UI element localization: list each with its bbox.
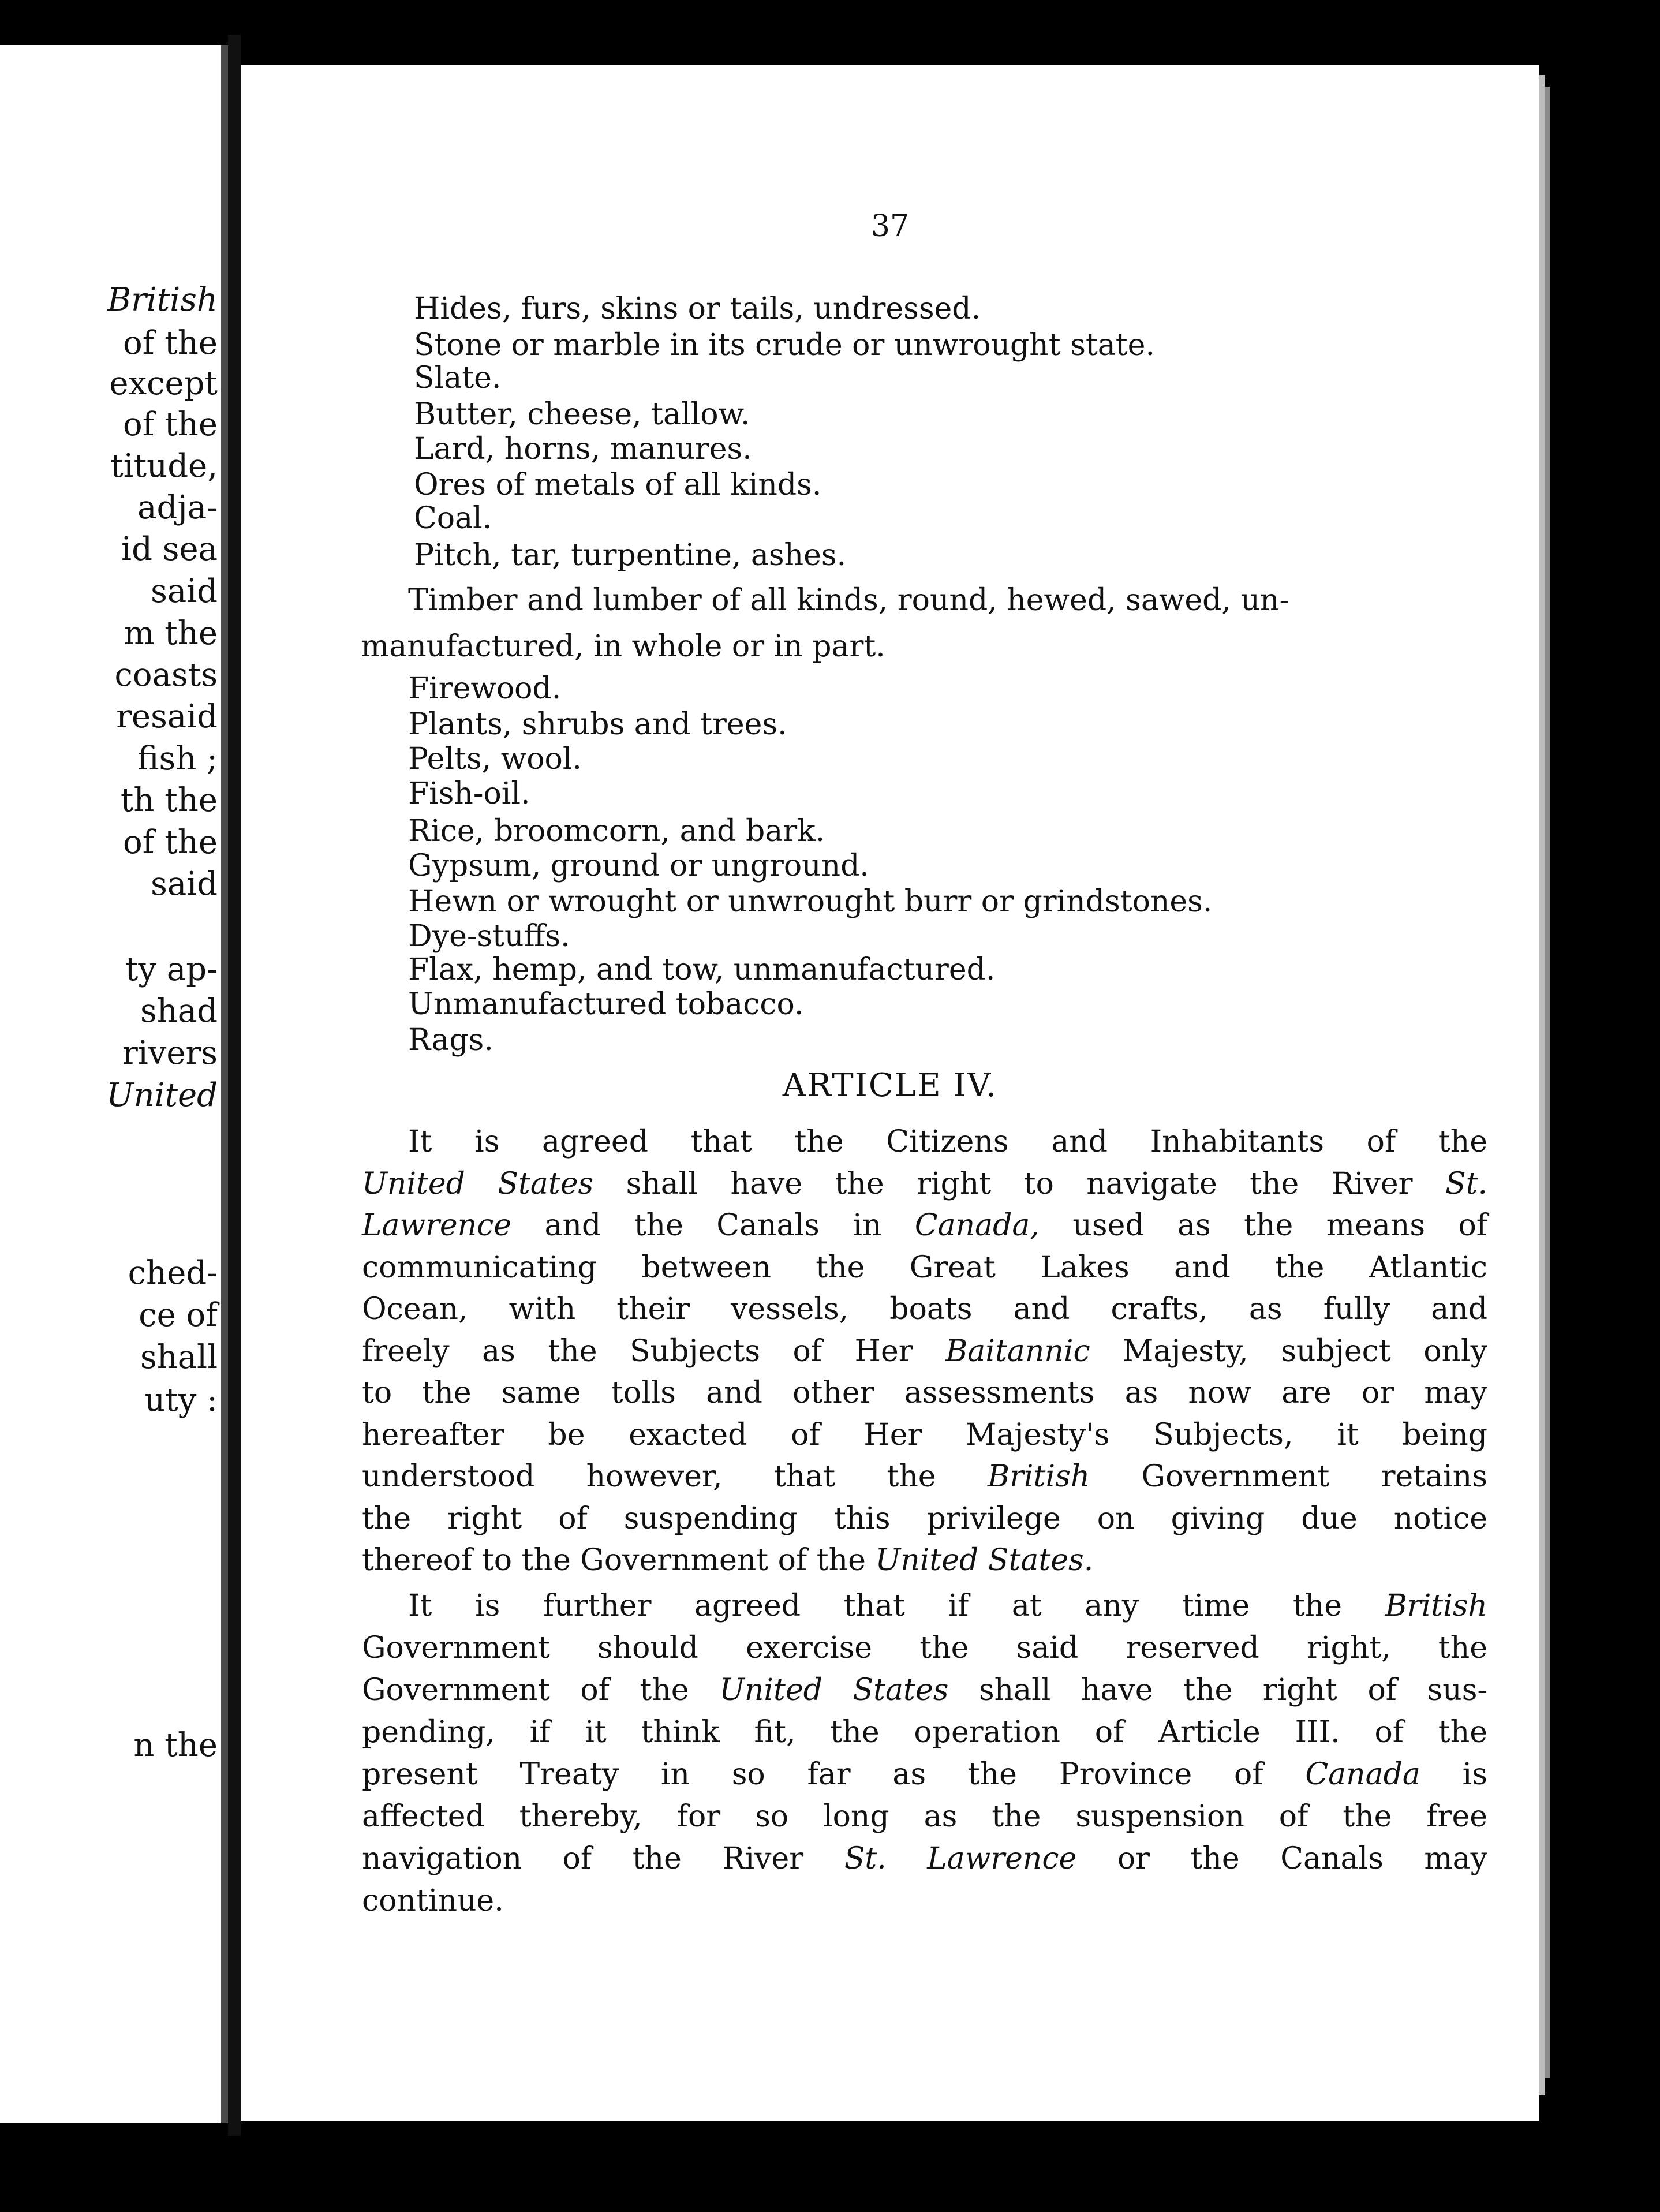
text-run: Ocean, with their vessels, boats and crafts, as fully and (362, 1292, 1487, 1327)
text-run: Majesty, subject only (1090, 1333, 1488, 1369)
text-run: the right of suspending this privilege on giving due notice (362, 1501, 1487, 1536)
goods-list-item: Fish-oil. (408, 776, 530, 811)
goods-list-item: Slate. (414, 361, 502, 395)
italic-run: British (1385, 1589, 1487, 1623)
goods-list-item: Unmanufactured tobacco. (408, 987, 804, 1022)
text-run: understood however, that the (362, 1459, 988, 1494)
goods-list-item: Plants, shrubs and trees. (408, 707, 787, 742)
left-page-fragment: m the (124, 615, 218, 652)
goods-list-item: Lard, horns, manures. (414, 432, 752, 466)
left-page-fragment: coasts (114, 656, 218, 694)
italic-run: St. (1445, 1166, 1488, 1201)
italic-run: Canada, (914, 1208, 1040, 1243)
goods-list-item: Butter, cheese, tallow. (414, 397, 750, 432)
goods-list-item: Pelts, wool. (408, 742, 582, 776)
text-run: thereof to the Government of the (362, 1543, 876, 1578)
paragraph-line (362, 1757, 1487, 1792)
paragraph-line (362, 1673, 1487, 1707)
text-run: or the Canals may (1076, 1841, 1488, 1876)
left-page-fragment: shad (140, 992, 218, 1030)
text-run: Government of the (362, 1673, 720, 1707)
italic-run: United States (362, 1166, 594, 1201)
left-page-fragment: th the (120, 782, 218, 819)
text-run: navigation of the River (362, 1841, 844, 1876)
italic-run: Lawrence (362, 1208, 512, 1243)
left-page-fragment: titude, (110, 447, 218, 485)
page-edge (1539, 75, 1545, 2095)
paragraph-line (362, 1250, 1487, 1285)
page-number: 37 (870, 209, 910, 244)
paragraph-line (362, 1631, 1487, 1665)
paragraph-line (408, 1589, 1487, 1623)
paragraph-line (362, 1715, 1487, 1750)
italic-run: British (987, 1459, 1090, 1494)
goods-list-item: Pitch, tar, turpentine, ashes. (414, 538, 847, 573)
text-run: freely as the Subjects of Her (362, 1333, 946, 1369)
text-run: Government should exercise the said reserved right, the (362, 1631, 1487, 1665)
left-page-fragment: resaid (116, 698, 218, 735)
goods-list-item: Flax, hemp, and tow, unmanufactured. (408, 952, 996, 987)
italic-run: United States. (875, 1543, 1094, 1578)
text-run: and the Canals in (511, 1208, 915, 1243)
text-run: It is further agreed that if at any time the (408, 1589, 1385, 1623)
left-facing-page (0, 45, 228, 2123)
text-run: used as the means of (1039, 1208, 1487, 1243)
italic-run: St. Lawrence (844, 1841, 1077, 1876)
paragraph-line (362, 1501, 1487, 1536)
paragraph-line (362, 1334, 1487, 1369)
left-page-fragment: id sea (121, 530, 218, 568)
goods-list-item: Rice, broomcorn, and bark. (408, 814, 825, 849)
goods-list-item: Dye-stuffs. (408, 919, 570, 954)
paragraph-line (362, 1167, 1487, 1201)
left-page-fragment: said (151, 573, 218, 610)
page-edge-shadow (1545, 87, 1550, 2078)
paragraph-line (362, 1418, 1487, 1452)
paragraph-line (362, 1799, 1487, 1834)
left-page-fragment: fish ; (137, 740, 218, 778)
left-page-fragment: shall (140, 1339, 218, 1376)
text-run: to the same tolls and other assessments as now are or may (362, 1376, 1487, 1410)
text-run: It is agreed that the Citizens and Inhabitants of the (408, 1124, 1487, 1159)
goods-list-item: Coal. (414, 501, 492, 536)
text-run: affected thereby, for so long as the suspension of the free (362, 1799, 1487, 1834)
goods-list-item: Hides, furs, skins or tails, undressed. (414, 292, 981, 326)
left-page-fragment: British (107, 281, 218, 319)
paragraph-line (362, 1208, 1487, 1243)
left-page-fragment: of the (123, 406, 218, 443)
paragraph-line (362, 1376, 1487, 1410)
paragraph-line (408, 1124, 1487, 1159)
paragraph-line (362, 1459, 1487, 1494)
book-gutter (228, 35, 241, 2136)
left-page-fragment: rivers (122, 1034, 218, 1072)
spine-shadow (221, 45, 228, 2123)
italic-run: Baitannic (945, 1333, 1090, 1369)
left-page-fragment: of the (123, 324, 218, 362)
goods-list-item: Ores of metals of all kinds. (414, 468, 822, 502)
text-run: hereafter be exacted of Her Majesty's Subjects, it being (362, 1417, 1487, 1452)
text-run: shall have the right of sus- (948, 1673, 1487, 1707)
timber-paragraph-line: Timber and lumber of all kinds, round, hewed, sawed, un- (408, 583, 1290, 618)
left-page-fragment: United (106, 1077, 218, 1114)
text-run: communicating between the Great Lakes and the Atlantic (362, 1250, 1487, 1285)
text-run: Government retains (1090, 1459, 1487, 1494)
left-page-fragment: of the (123, 824, 218, 861)
goods-list-item: Firewood. (408, 671, 562, 706)
left-page-fragment: n the (133, 1727, 218, 1764)
text-run: present Treaty in so far as the Province of (362, 1757, 1306, 1792)
text-run: continue. (362, 1884, 504, 1918)
text-run: shall have the right to navigate the River (593, 1166, 1445, 1201)
goods-list-item: Rags. (408, 1023, 493, 1058)
paragraph-line (362, 1543, 1487, 1578)
article-heading: ARTICLE IV. (782, 1067, 998, 1104)
timber-paragraph-line: manufactured, in whole or in part. (361, 629, 885, 664)
left-page-fragment: except (109, 365, 218, 402)
goods-list-item: Hewn or wrought or unwrought burr or grindstones. (408, 884, 1213, 919)
paragraph-line (362, 1841, 1487, 1876)
left-page-fragment: ce of (139, 1296, 218, 1334)
left-page-fragment: adja- (137, 489, 218, 526)
goods-list-item: Gypsum, ground or unground. (408, 849, 869, 883)
text-run: pending, if it think fit, the operation of Article III. of the (362, 1715, 1487, 1750)
italic-run: Canada (1305, 1757, 1420, 1792)
text-run: is (1420, 1757, 1487, 1792)
left-page-fragment: ched- (128, 1254, 218, 1292)
left-page-fragment: said (151, 865, 218, 903)
left-page-fragment: uty : (144, 1381, 218, 1419)
left-page-fragment: ty ap- (125, 951, 218, 988)
main-page (241, 65, 1539, 2121)
paragraph-line (362, 1884, 1487, 1918)
goods-list-item: Stone or marble in its crude or unwrought state. (414, 328, 1155, 363)
paragraph-line (362, 1292, 1487, 1327)
italic-run: United States (719, 1673, 949, 1707)
